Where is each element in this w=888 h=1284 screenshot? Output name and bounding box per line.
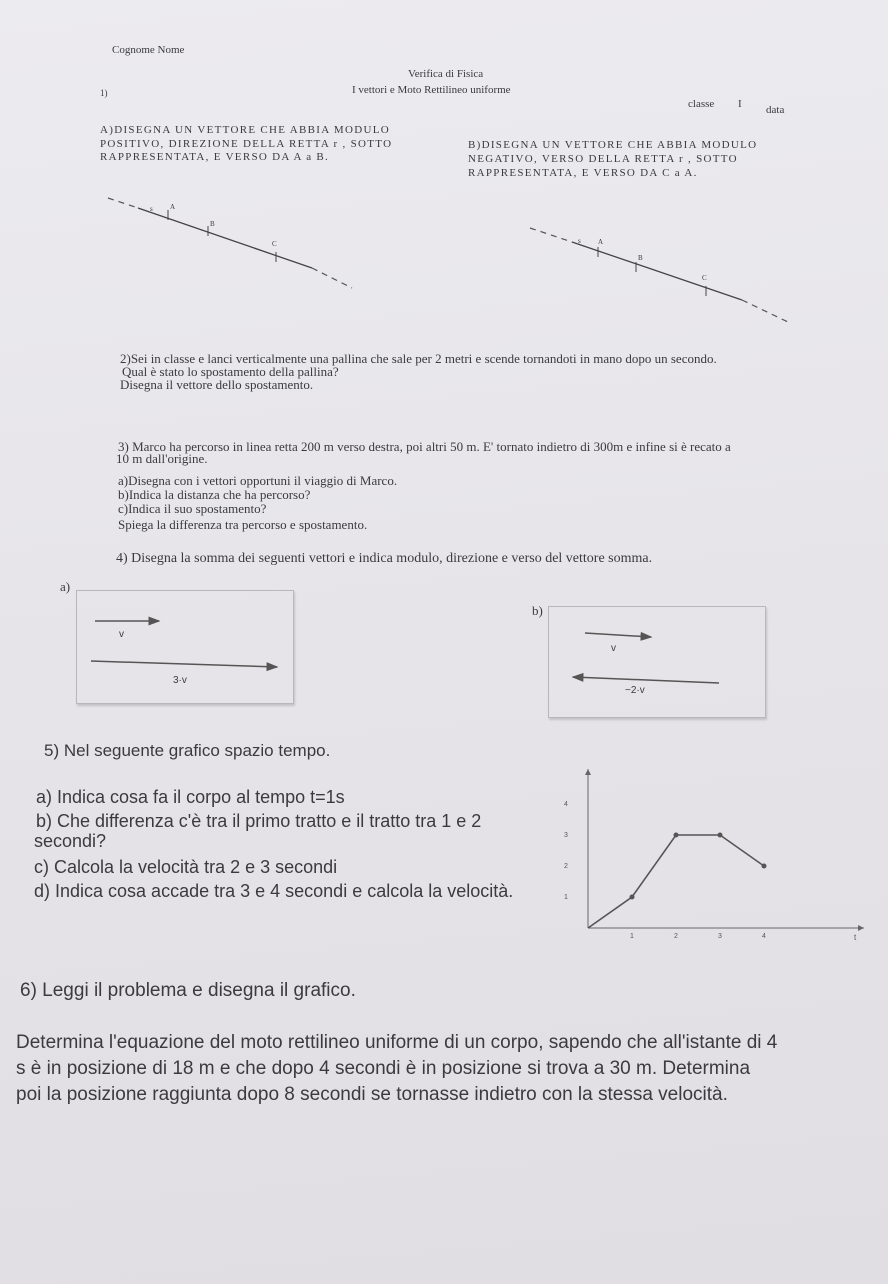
point-a-right: A — [598, 238, 604, 246]
point-c-left: C — [272, 240, 277, 248]
test-title: Verifica di Fisica — [408, 68, 484, 80]
data-point — [630, 895, 635, 900]
ex3-c: c)Indica il suo spostamento? — [118, 501, 267, 516]
ex1-number: 1) — [100, 88, 108, 98]
ex5-c: c) Calcola la velocità tra 2 e 3 secondi — [34, 857, 338, 877]
x-tick-label: 1 — [630, 933, 634, 940]
test-subtitle: I vettori e Moto Rettilineo uniforme — [352, 84, 511, 96]
ex6-title: 6) Leggi il problema e disegna il grafico. — [20, 980, 356, 1001]
point-a-left: A — [170, 203, 176, 211]
x-tick-label: 3 — [718, 933, 722, 940]
ex5-b2: secondi? — [34, 831, 107, 851]
ex4-b-box — [548, 606, 766, 718]
ex1a-line3: RAPPRESENTATA, E VERSO DA A a B. — [100, 151, 330, 163]
x-axis-arrow — [858, 925, 864, 931]
ex5-d: d) Indica cosa accade tra 3 e 4 secondi e calcola la velocità. — [34, 881, 514, 901]
y-axis-arrow — [585, 769, 591, 775]
ex1a-line2: POSITIVO, DIREZIONE DELLA RETTA r , SOTTO — [100, 138, 393, 150]
class-label: classe — [688, 98, 715, 110]
vector-3v-a-label: 3·v — [173, 675, 187, 686]
ex5-intro: 5) Nel seguente grafico spazio tempo. — [44, 741, 331, 760]
ex2-line1: 2)Sei in classe e lanci verticalmente una pallina che sale per 2 metri e scende tornandoti in mano dopo un secondo. — [120, 351, 717, 366]
data-point — [674, 833, 679, 838]
point-c-right: C — [702, 274, 707, 282]
point-b-right: B — [638, 254, 643, 262]
vector-v-b-label: v — [611, 643, 616, 654]
ex2-line3: Disegna il vettore dello spostamento. — [120, 377, 314, 392]
ex5-a: a) Indica cosa fa il corpo al tempo t=1s — [36, 787, 345, 807]
ex5-b1: b) Che differenza c'è tra il primo tratto e il tratto tra 1 e 2 — [36, 811, 482, 831]
ex3-line2: 10 m dall'origine. — [116, 451, 208, 466]
vector-v-a-label: v — [119, 629, 124, 640]
data-point — [718, 833, 723, 838]
class-separator: I — [738, 98, 742, 110]
ex2-line2: Qual è stato lo spostamento della pallina? — [122, 364, 339, 379]
y-tick-label: 3 — [564, 832, 568, 839]
line-r-left-diagram — [0, 0, 888, 400]
y-tick-label: 2 — [564, 863, 568, 870]
ex1b-line2: NEGATIVO, VERSO DELLA RETTA r , SOTTO — [468, 153, 738, 165]
line-s-label-left: s — [150, 205, 153, 213]
x-axis-label: t — [854, 933, 857, 942]
position-line — [588, 835, 764, 928]
ex4-a-label: a) — [60, 579, 71, 594]
ex6-line1: Determina l'equazione del moto rettilineo uniforme di un corpo, sapendo che all'istante di 4 — [16, 1032, 778, 1053]
ex3-d: Spiega la differenza tra percorso e spostamento. — [118, 517, 368, 532]
line-s-label-right: s — [578, 237, 581, 245]
vector-m2v-b-label: −2·v — [625, 685, 645, 696]
ex6-line2: s è in posizione di 18 m e che dopo 4 secondi è in posizione si trova a 30 m. Determina — [16, 1058, 751, 1079]
ex1b-line3: RAPPRESENTATA, E VERSO DA C a A. — [468, 167, 698, 179]
ex6-line3: poi la posizione raggiunta dopo 8 secondi se tornasse indietro con la stessa velocità. — [16, 1084, 728, 1105]
date-label: data — [766, 104, 785, 116]
x-tick-label: 4 — [762, 933, 766, 940]
name-label: Cognome Nome — [112, 44, 185, 56]
ex4-a-box — [76, 590, 294, 704]
vector-m2v-b — [573, 677, 719, 683]
ex4-b-label: b) — [532, 603, 543, 618]
ex4-intro: 4) Disegna la somma dei seguenti vettori e indica modulo, direzione e verso del vettore somma. — [116, 551, 653, 566]
y-tick-label: 1 — [564, 894, 568, 901]
point-b-left: B — [210, 220, 215, 228]
data-point — [762, 864, 767, 869]
ex3-line1: 3) Marco ha percorso in linea retta 200 m verso destra, poi altri 50 m. E' tornato indietro di 300m e infine si è recato a — [118, 439, 731, 454]
y-tick-label: 4 — [564, 801, 568, 808]
ex1a-line1: A)DISEGNA UN VETTORE CHE ABBIA MODULO — [100, 124, 391, 136]
x-tick-label: 2 — [674, 933, 678, 940]
ex1b-line1: B)DISEGNA UN VETTORE CHE ABBIA MODULO — [468, 139, 758, 151]
ex3-b: b)Indica la distanza che ha percorso? — [118, 487, 311, 502]
vector-3v-a — [91, 661, 277, 667]
ex3-a: a)Disegna con i vettori opportuni il viaggio di Marco. — [118, 473, 398, 488]
vector-v-b — [585, 633, 651, 637]
space-time-chart — [540, 752, 860, 952]
